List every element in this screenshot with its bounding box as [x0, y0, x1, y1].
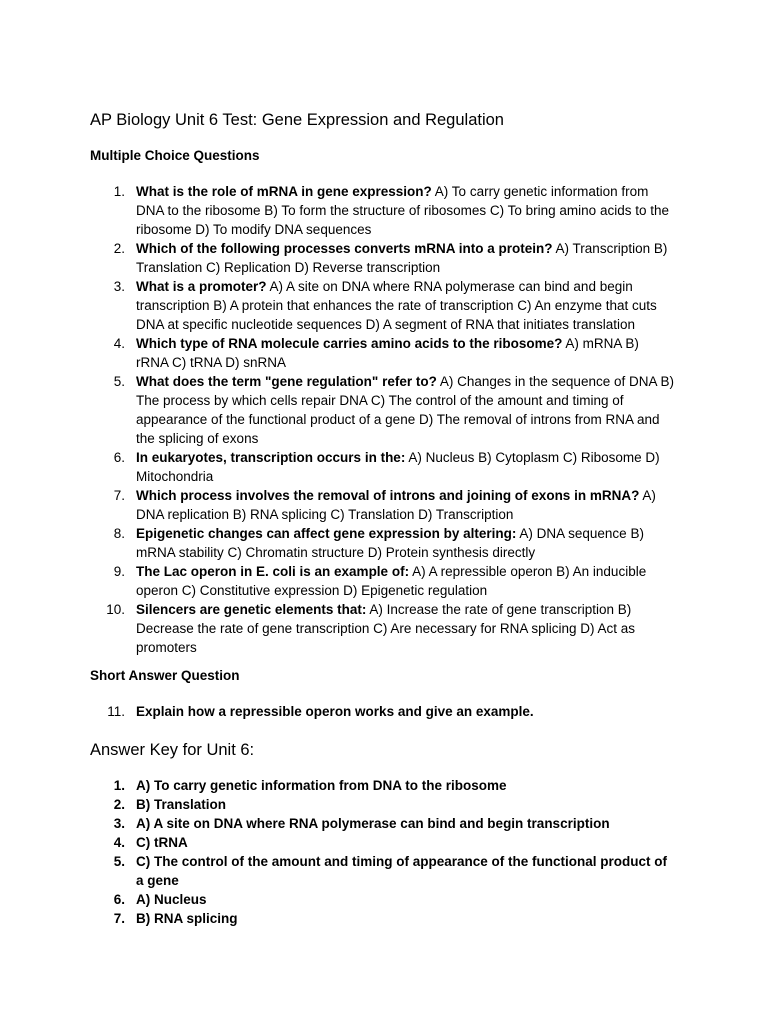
question-item	[90, 600, 674, 657]
question-item	[90, 524, 674, 562]
question-item	[90, 239, 674, 277]
answer-text: C) tRNA	[136, 835, 188, 850]
question-number: 5.	[113, 374, 125, 389]
question-options: A) mRNA B) rRNA C) tRNA D) snRNA	[136, 336, 639, 370]
answer-item	[90, 776, 674, 795]
question-options: A) Nucleus B) Cytoplasm C) Ribosome D) Mitochondria	[136, 450, 660, 484]
answer-number: 7.	[113, 911, 125, 926]
answer-text: A) A site on DNA where RNA polymerase can bind and begin transcription	[136, 816, 610, 831]
question-item	[90, 702, 674, 721]
question-number: 3.	[113, 279, 125, 294]
short-answer-list	[90, 702, 674, 721]
question-item	[90, 562, 674, 600]
answer-text: B) RNA splicing	[136, 911, 238, 926]
question-number: 9.	[113, 564, 125, 579]
answer-item	[90, 909, 674, 928]
question-item	[90, 372, 674, 448]
answer-number: 6.	[113, 892, 125, 907]
question-options: A) A repressible operon B) An inducible operon C) Constitutive expression D) Epigenetic regulation	[136, 564, 647, 598]
mc-section-heading: Multiple Choice Questions	[90, 148, 260, 163]
question-number: 11.	[107, 704, 125, 719]
question-number: 4.	[113, 336, 125, 351]
question-text: What does the term "gene regulation" refer to?	[136, 374, 437, 389]
question-item	[90, 334, 674, 372]
question-options: A) Transcription B) Translation C) Replication D) Reverse transcription	[136, 241, 668, 275]
page-title: AP Biology Unit 6 Test: Gene Expression and Regulation	[90, 111, 504, 129]
answer-number: 3.	[113, 816, 125, 831]
question-number: 1.	[113, 184, 125, 199]
answer-text: A) To carry genetic information from DNA to the ribosome	[136, 778, 507, 793]
question-text: Epigenetic changes can affect gene expression by altering:	[136, 526, 517, 541]
answer-number: 2.	[113, 797, 125, 812]
question-text: Which of the following processes converts mRNA into a protein?	[136, 241, 553, 256]
question-options: A) DNA sequence B) mRNA stability C) Chromatin structure D) Protein synthesis directly	[136, 526, 644, 560]
answer-item	[90, 833, 674, 852]
question-options: A) DNA replication B) RNA splicing C) Translation D) Transcription	[136, 488, 656, 522]
question-item	[90, 448, 674, 486]
question-text: Explain how a repressible operon works and give an example.	[136, 704, 534, 719]
question-text: The Lac operon in E. coli is an example of:	[136, 564, 410, 579]
question-options: A) Changes in the sequence of DNA B) The process by which cells repair DNA C) The control of the amount and timing of appearance of the functional product of a gene D) The removal of introns from RNA and the splicing of exons	[136, 374, 674, 446]
mc-question-list	[90, 182, 674, 657]
answer-text: C) The control of the amount and timing of appearance of the functional product of a gene	[136, 854, 667, 888]
question-item	[90, 182, 674, 239]
question-options: A) Increase the rate of gene transcription B) Decrease the rate of gene transcription C) Are necessary for RNA splicing D) Act as promoters	[136, 602, 635, 655]
question-number: 6.	[113, 450, 125, 465]
answer-item	[90, 814, 674, 833]
question-item	[90, 486, 674, 524]
question-number: 10.	[106, 602, 125, 617]
answer-key-title: Answer Key for Unit 6:	[90, 741, 255, 759]
sa-section-heading: Short Answer Question	[90, 668, 240, 683]
answer-text: A) Nucleus	[136, 892, 207, 907]
question-options: A) To carry genetic information from DNA to the ribosome B) To form the structure of ribosomes C) To bring amino acids to the ribosome D) To modify DNA sequences	[136, 184, 669, 237]
question-text: Which type of RNA molecule carries amino acids to the ribosome?	[136, 336, 563, 351]
answer-number: 1.	[113, 778, 125, 793]
answer-item	[90, 795, 674, 814]
answer-number: 5.	[113, 854, 125, 869]
question-text: Which process involves the removal of introns and joining of exons in mRNA?	[136, 488, 640, 503]
answer-key-list	[90, 776, 674, 928]
answer-item	[90, 852, 674, 890]
question-number: 2.	[113, 241, 125, 256]
answer-item	[90, 890, 674, 909]
question-text: Silencers are genetic elements that:	[136, 602, 367, 617]
question-text: In eukaryotes, transcription occurs in the:	[136, 450, 406, 465]
question-options: A) A site on DNA where RNA polymerase can bind and begin transcription B) A protein that enhances the rate of transcription C) An enzyme that cuts DNA at specific nucleotide sequences D) A segment of RNA that initiates translation	[136, 279, 657, 332]
question-text: What is the role of mRNA in gene expression?	[136, 184, 432, 199]
answer-text: B) Translation	[136, 797, 227, 812]
question-number: 8.	[113, 526, 125, 541]
question-text: What is a promoter?	[136, 279, 267, 294]
question-item	[90, 277, 674, 334]
question-number: 7.	[113, 488, 125, 503]
answer-number: 4.	[113, 835, 125, 850]
